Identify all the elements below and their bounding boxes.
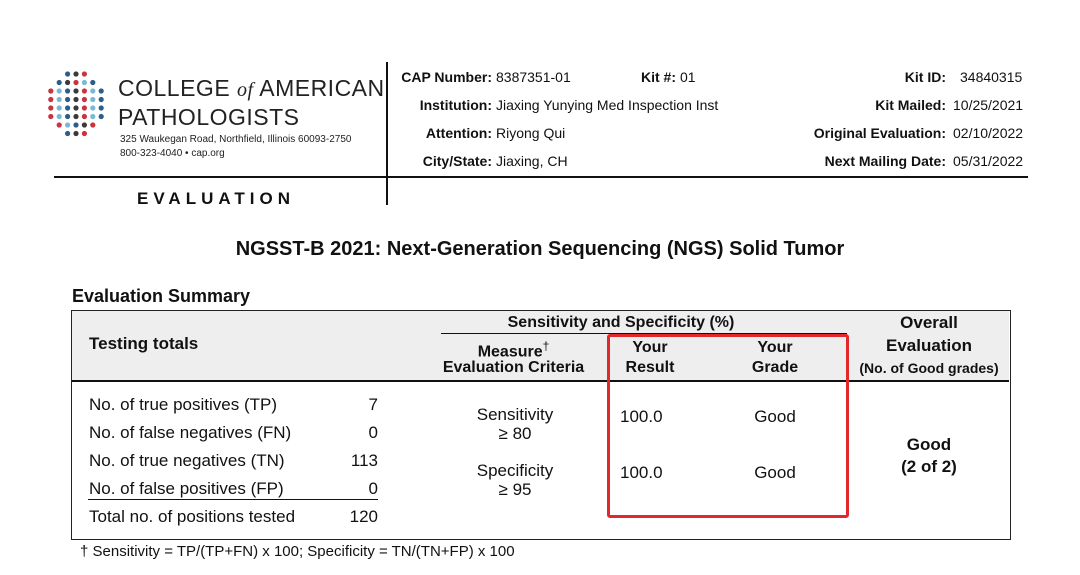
logo-dot [73,114,78,119]
logo-dot [90,122,95,127]
totals-row-value: 113 [350,451,378,470]
testing-totals-header: Testing totals [89,334,199,353]
logo-dot [73,122,78,127]
original-evaluation-value: 02/10/2022 [953,125,1024,141]
city-state-value: Jiaxing, CH [496,153,568,169]
totals-total-value: 120 [349,507,378,526]
logo-dot [99,105,104,110]
institution-value: Jiaxing Yunying Med Inspection Inst [496,97,719,113]
logo-dot [57,105,62,110]
cap-logo-icon [46,69,106,139]
logo-dot [90,114,95,119]
document-type-label: EVALUATION [137,189,295,208]
grade-sensitivity: Good [754,407,796,426]
overall-grade: Good [906,435,952,454]
cap-number-label: CAP Number: [401,69,492,85]
overall-header-line2: Evaluation [886,336,972,355]
logo-dot [82,71,87,76]
logo-dot [57,114,62,119]
logo-dot [48,105,53,110]
totals-row-value: 0 [368,423,378,442]
kit-id-value: 34840315 [960,69,1023,85]
header-divider-vertical [386,62,388,205]
kit-number-value: 01 [680,69,696,85]
your-grade-header-line1: Your [757,339,793,356]
logo-dot [48,88,53,93]
logo-dot [57,97,62,102]
logo-dot [82,131,87,136]
measure-name-specificity: Specificity [476,461,554,480]
logo-dot [99,88,104,93]
kit-id-label: Kit ID: [904,69,946,85]
next-mailing-date-value: 05/31/2022 [953,153,1024,169]
highlight-box [607,334,849,518]
logo-dot [57,80,62,85]
logo-dot [57,88,62,93]
logo-dot [90,105,95,110]
logo-dot [65,71,70,76]
logo-dot [82,114,87,119]
logo-dot [82,88,87,93]
result-specificity: 100.0 [620,463,663,482]
logo-dot [65,88,70,93]
logo-dot [65,97,70,102]
org-name-line2: PATHOLOGISTS [118,104,300,130]
logo-dot [65,131,70,136]
result-sensitivity: 100.0 [620,407,663,426]
logo-dot [65,114,70,119]
overall-header-line3: (No. of Good grades) [859,360,999,376]
logo-dot [65,80,70,85]
logo-dot [73,131,78,136]
logo-dot [82,97,87,102]
logo-dot [65,122,70,127]
institution-label: Institution: [419,97,492,113]
overall-grade-count: (2 of 2) [901,457,957,476]
attention-value: Riyong Qui [496,125,566,141]
logo-dot [82,80,87,85]
criteria-header: Evaluation Criteria [442,359,585,376]
measure-name-sensitivity: Sensitivity [476,405,554,424]
logo-dot [99,114,104,119]
logo-dot [73,105,78,110]
logo-dot [82,105,87,110]
totals-row-value: 0 [368,479,378,498]
logo-dot [90,97,95,102]
logo-dot [73,80,78,85]
logo-dot [90,88,95,93]
logo-dot [90,80,95,85]
cap-number-value: 8387351-01 [496,69,571,85]
kit-mailed-value: 10/25/2021 [953,97,1024,113]
sens-spec-header: Sensitivity and Specificity (%) [507,314,735,331]
section-title: Evaluation Summary [72,286,251,306]
measure-criteria-sensitivity: ≥ 80 [498,424,532,443]
city-state-label: City/State: [422,153,492,169]
totals-row-label: No. of true positives (TP) [89,395,278,414]
logo-dot [73,71,78,76]
footnote: † Sensitivity = TP/(TP+FN) x 100; Specificity = TN/(TN+FP) x 100 [80,543,515,560]
kit-number-label: Kit #: [641,69,676,85]
measure-criteria-specificity: ≥ 95 [498,480,532,499]
logo-dot [73,88,78,93]
totals-row-label: No. of false positives (FP) [89,479,284,498]
attention-label: Attention: [425,125,492,141]
totals-row-label: No. of false negatives (FN) [89,423,292,442]
kit-mailed-label: Kit Mailed: [875,97,946,113]
totals-row-label: No. of true negatives (TN) [89,451,285,470]
table-header-rule [72,380,1009,382]
header-divider-horizontal [54,176,1028,178]
logo-dot [65,105,70,110]
original-evaluation-label: Original Evaluation: [813,125,946,141]
logo-dot [57,122,62,127]
page-title: NGSST-B 2021: Next-Generation Sequencing (NGS) Solid Tumor [235,238,845,260]
next-mailing-date-label: Next Mailing Date: [824,153,946,169]
measure-header: Measure† [477,339,550,361]
your-grade-header-line2: Grade [751,359,799,376]
logo-dot [73,97,78,102]
overall-header-line1: Overall [900,313,958,332]
your-result-header-line1: Your [632,339,668,356]
logo-dot [99,97,104,102]
grade-specificity: Good [754,463,796,482]
org-name-line1: COLLEGE of AMERICAN [118,75,385,101]
totals-sum-rule [88,499,378,500]
totals-total-label: Total no. of positions tested [89,507,296,526]
org-address: 325 Waukegan Road, Northfield, Illinois 60093-2750 [120,134,352,145]
logo-dot [82,122,87,127]
logo-dot [48,114,53,119]
totals-row-value: 7 [368,395,378,414]
org-contact: 800-323-4040 • cap.org [120,148,225,159]
logo-dot [48,97,53,102]
your-result-header-line2: Result [625,359,675,376]
